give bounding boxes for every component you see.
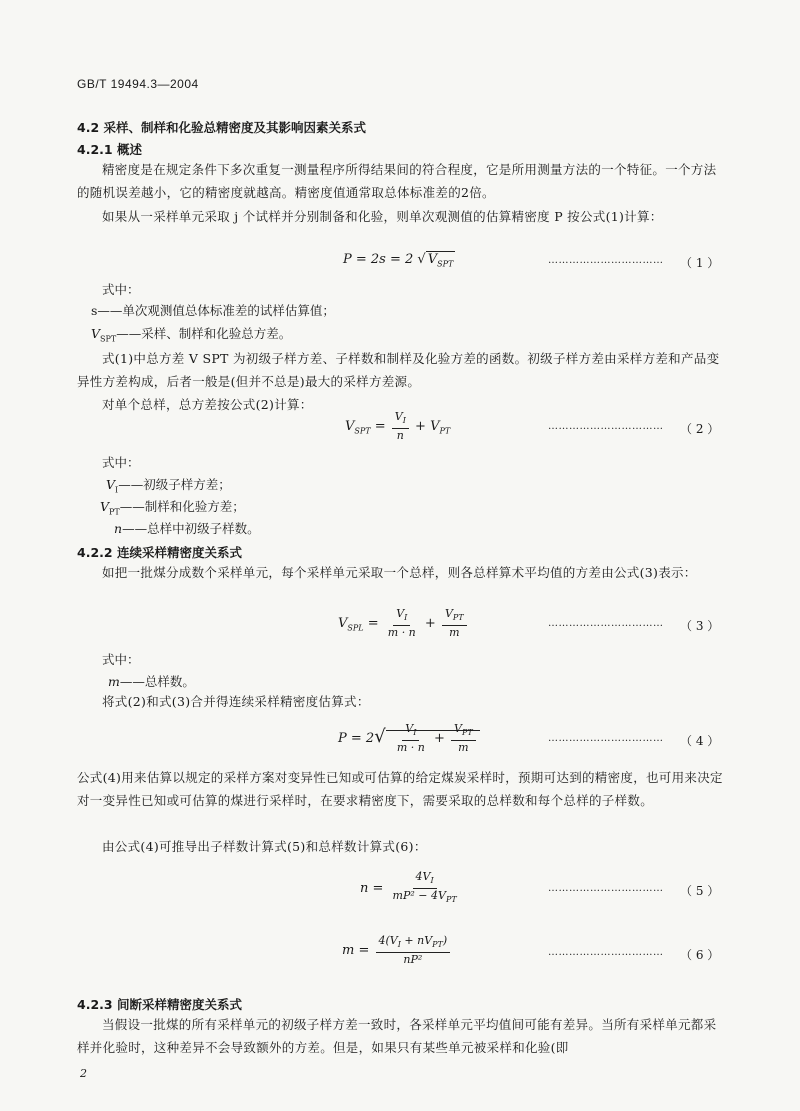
definition-n-symbol: n	[114, 521, 123, 536]
section-4-2-title: 4.2 采样、制样和化验总精密度及其影响因素关系式	[77, 120, 366, 135]
definition-m-text: ——总样数。	[119, 674, 195, 689]
definition-v-spt	[91, 325, 291, 348]
definition-v-pt	[100, 498, 245, 521]
equation-6-numerator-sub: I	[397, 940, 401, 950]
paragraph-total-variance: 式(1)中总方差 V SPT 为初级子样方差、子样数和制样及化验方差的函数。初级子样方差由采样方差和产品变异性方差构成，后者一般是(但并不总是)最大的采样方差源。	[77, 351, 720, 389]
equation-6-leader-dots: ……………………………	[548, 947, 664, 958]
definition-v-i-sub: I	[115, 485, 119, 495]
section-4-2-1-title: 4.2.1 概述	[77, 142, 142, 157]
equation-2-plus-term-sub: PT	[439, 426, 451, 436]
equation-6-fraction	[376, 934, 451, 967]
equation-1-leader-dots: ……………………………	[548, 255, 664, 266]
equation-4-plus: +	[433, 731, 445, 747]
equation-3-fraction-1	[385, 607, 419, 640]
paragraph-equation-2-intro: 对单个总样，总方差按公式(2)计算：	[102, 397, 313, 412]
equation-6	[342, 934, 452, 967]
definition-v-spt-symbol: V	[91, 326, 101, 341]
paragraph-equation-1-intro: 如果从一采样单元采取 j 个试样并分别制备和化验，则单次观测值的估算精密度 P 按公式(1)计算：	[102, 209, 663, 224]
equation-3-denominator-2: m	[449, 626, 460, 640]
equation-6-numerator-sub-2: PT	[432, 940, 443, 950]
where-label-3: 式中：	[102, 652, 140, 667]
equation-4: P = 2√ $\frac{V_I}{m \cdot n}$ + $\frac{V_{PT}}{m}$	[338, 722, 480, 755]
equation-3-number: （ 3 ）	[680, 619, 720, 633]
definition-v-pt-text: ——制样和化验方差；	[119, 499, 245, 514]
equation-6-numerator: 4(V	[378, 934, 398, 947]
equation-2-plus-term: + V	[415, 419, 440, 435]
equation-4-denominator-1: m · n	[396, 741, 425, 755]
equation-3-denominator-1: m · n	[387, 626, 416, 640]
section-4-2-2-title: 4.2.2 连续采样精密度关系式	[77, 545, 242, 560]
equation-4-lhs: P = 2	[338, 731, 375, 747]
page-number: 2	[80, 1067, 87, 1080]
where-label-2: 式中：	[102, 455, 140, 470]
equation-4-fraction-2	[451, 722, 476, 755]
equation-1-radicand: V	[427, 252, 438, 267]
equation-3-equals: =	[367, 616, 379, 632]
equation-4-numerator-1: V	[405, 722, 414, 735]
document-header-id: GB/T 19494.3—2004	[77, 77, 199, 91]
equation-1-radicand-sub: SPT	[437, 259, 454, 269]
definition-v-i-symbol: V	[106, 477, 116, 492]
definition-v-i-text: ——初级子样方差；	[118, 477, 231, 492]
paragraph-continuous-sampling: 如把一批煤分成数个采样单元，每个采样单元采取一个总样，则各总样算术平均值的方差由公式(3)表示：	[102, 565, 697, 580]
definition-v-pt-symbol: V	[100, 499, 110, 514]
equation-2-fraction	[392, 410, 409, 443]
equation-5-denominator-sub: PT	[445, 895, 457, 905]
equation-2	[345, 410, 450, 443]
equation-1-number: （ 1 ）	[680, 256, 720, 270]
equation-2-lhs: V	[345, 419, 355, 435]
equation-4-number: （ 4 ）	[680, 734, 720, 748]
equation-5-lhs: n =	[360, 881, 384, 897]
equation-5-denominator: mP² − 4V	[392, 889, 446, 903]
equation-2-numerator: V	[394, 410, 403, 423]
equation-3-lhs-sub: SPL	[347, 623, 364, 633]
paragraph-intermittent-sampling: 当假设一批煤的所有采样单元的初级子样方差一致时，各采样单元平均值间可能有差异。当所有采样单元都采样并化验时，这种差异不会导致额外的方差。但是，如果只有某些单元被采样和化验(即	[77, 1017, 717, 1055]
equation-4-fraction-1	[394, 722, 428, 755]
where-label-1: 式中：	[102, 282, 140, 297]
definition-v-spt-text: ——采样、制样和化验总方差。	[116, 326, 292, 341]
equation-2-numerator-sub: I	[402, 416, 406, 426]
equation-6-numerator-tail: + nV	[400, 934, 433, 947]
definition-v-i	[106, 476, 231, 499]
definition-v-spt-sub: SPT	[100, 334, 117, 344]
equation-6-numerator-end: )	[442, 934, 448, 947]
definition-s: s——单次观测值总体标准差的试样估算值；	[91, 303, 335, 318]
section-4-2-3-title: 4.2.3 间断采样精密度关系式	[77, 997, 242, 1012]
definition-m	[108, 673, 195, 690]
equation-5-fraction	[390, 870, 460, 907]
paragraph-precision-definition: 精密度是在规定条件下多次重复一测量程序所得结果间的符合程度，它是所用测量方法的一个特征。一个方法的随机误差越小，它的精密度就越高。精密度值通常取总体标准差的2倍。	[77, 162, 717, 200]
equation-3-leader-dots: ……………………………	[548, 618, 664, 629]
equation-3-numerator-2: V	[444, 607, 453, 620]
equation-5-leader-dots: ……………………………	[548, 883, 664, 894]
equation-3	[338, 607, 469, 640]
paragraph-equation-4-usage: 公式(4)用来估算以规定的采样方案对变异性已知或可估算的给定煤炭采样时，预期可达到的精密度，也可用来决定对一变异性已知或可估算的煤进行采样时，在要求精密度下，需要采取的总样数和每个总样的子样数。	[77, 770, 723, 808]
equation-6-number: （ 6 ）	[680, 948, 720, 962]
definition-v-pt-sub: PT	[109, 507, 120, 517]
definition-n-text: ——总样中初级子样数。	[122, 521, 260, 536]
equation-4-numerator-2: V	[454, 722, 462, 735]
paragraph-equation-5-6-intro: 由公式(4)可推导出子样数计算式(5)和总样数计算式(6)：	[102, 839, 427, 854]
equation-4-numerator-2-sub: PT	[461, 728, 473, 738]
equation-5-number: （ 5 ）	[680, 884, 720, 898]
equation-5-numerator: 4V	[415, 870, 431, 883]
equation-3-lhs: V	[338, 616, 348, 632]
equation-2-equals: =	[374, 419, 386, 435]
equation-2-denominator: n	[396, 429, 404, 443]
equation-2-leader-dots: ……………………………	[548, 421, 664, 432]
definition-n	[114, 520, 260, 537]
equation-4-denominator-2: m	[458, 741, 469, 755]
equation-1-lhs: P = 2s = 2	[343, 252, 414, 267]
equation-1: P = 2s = 2 √ $V_{SPT}$	[343, 252, 454, 269]
equation-6-lhs: m =	[342, 943, 370, 959]
equation-6-denominator: nP²	[403, 953, 423, 967]
equation-2-lhs-sub: SPT	[354, 426, 371, 436]
equation-2-number: （ 2 ）	[680, 422, 720, 436]
equation-5-numerator-sub: I	[430, 876, 434, 886]
equation-4-leader-dots: ……………………………	[548, 733, 664, 744]
equation-3-plus: +	[424, 616, 436, 632]
equation-5	[360, 870, 462, 907]
equation-3-fraction-2	[442, 607, 467, 640]
equation-3-numerator-1-sub: I	[404, 613, 408, 623]
paragraph-equation-4-intro: 将式(2)和式(3)合并得连续采样精密度估算式：	[102, 694, 370, 709]
definition-m-symbol: m	[108, 674, 120, 689]
equation-4-numerator-1-sub: I	[413, 728, 417, 738]
equation-3-numerator-2-sub: PT	[452, 613, 464, 623]
equation-3-numerator-1: V	[396, 607, 405, 620]
